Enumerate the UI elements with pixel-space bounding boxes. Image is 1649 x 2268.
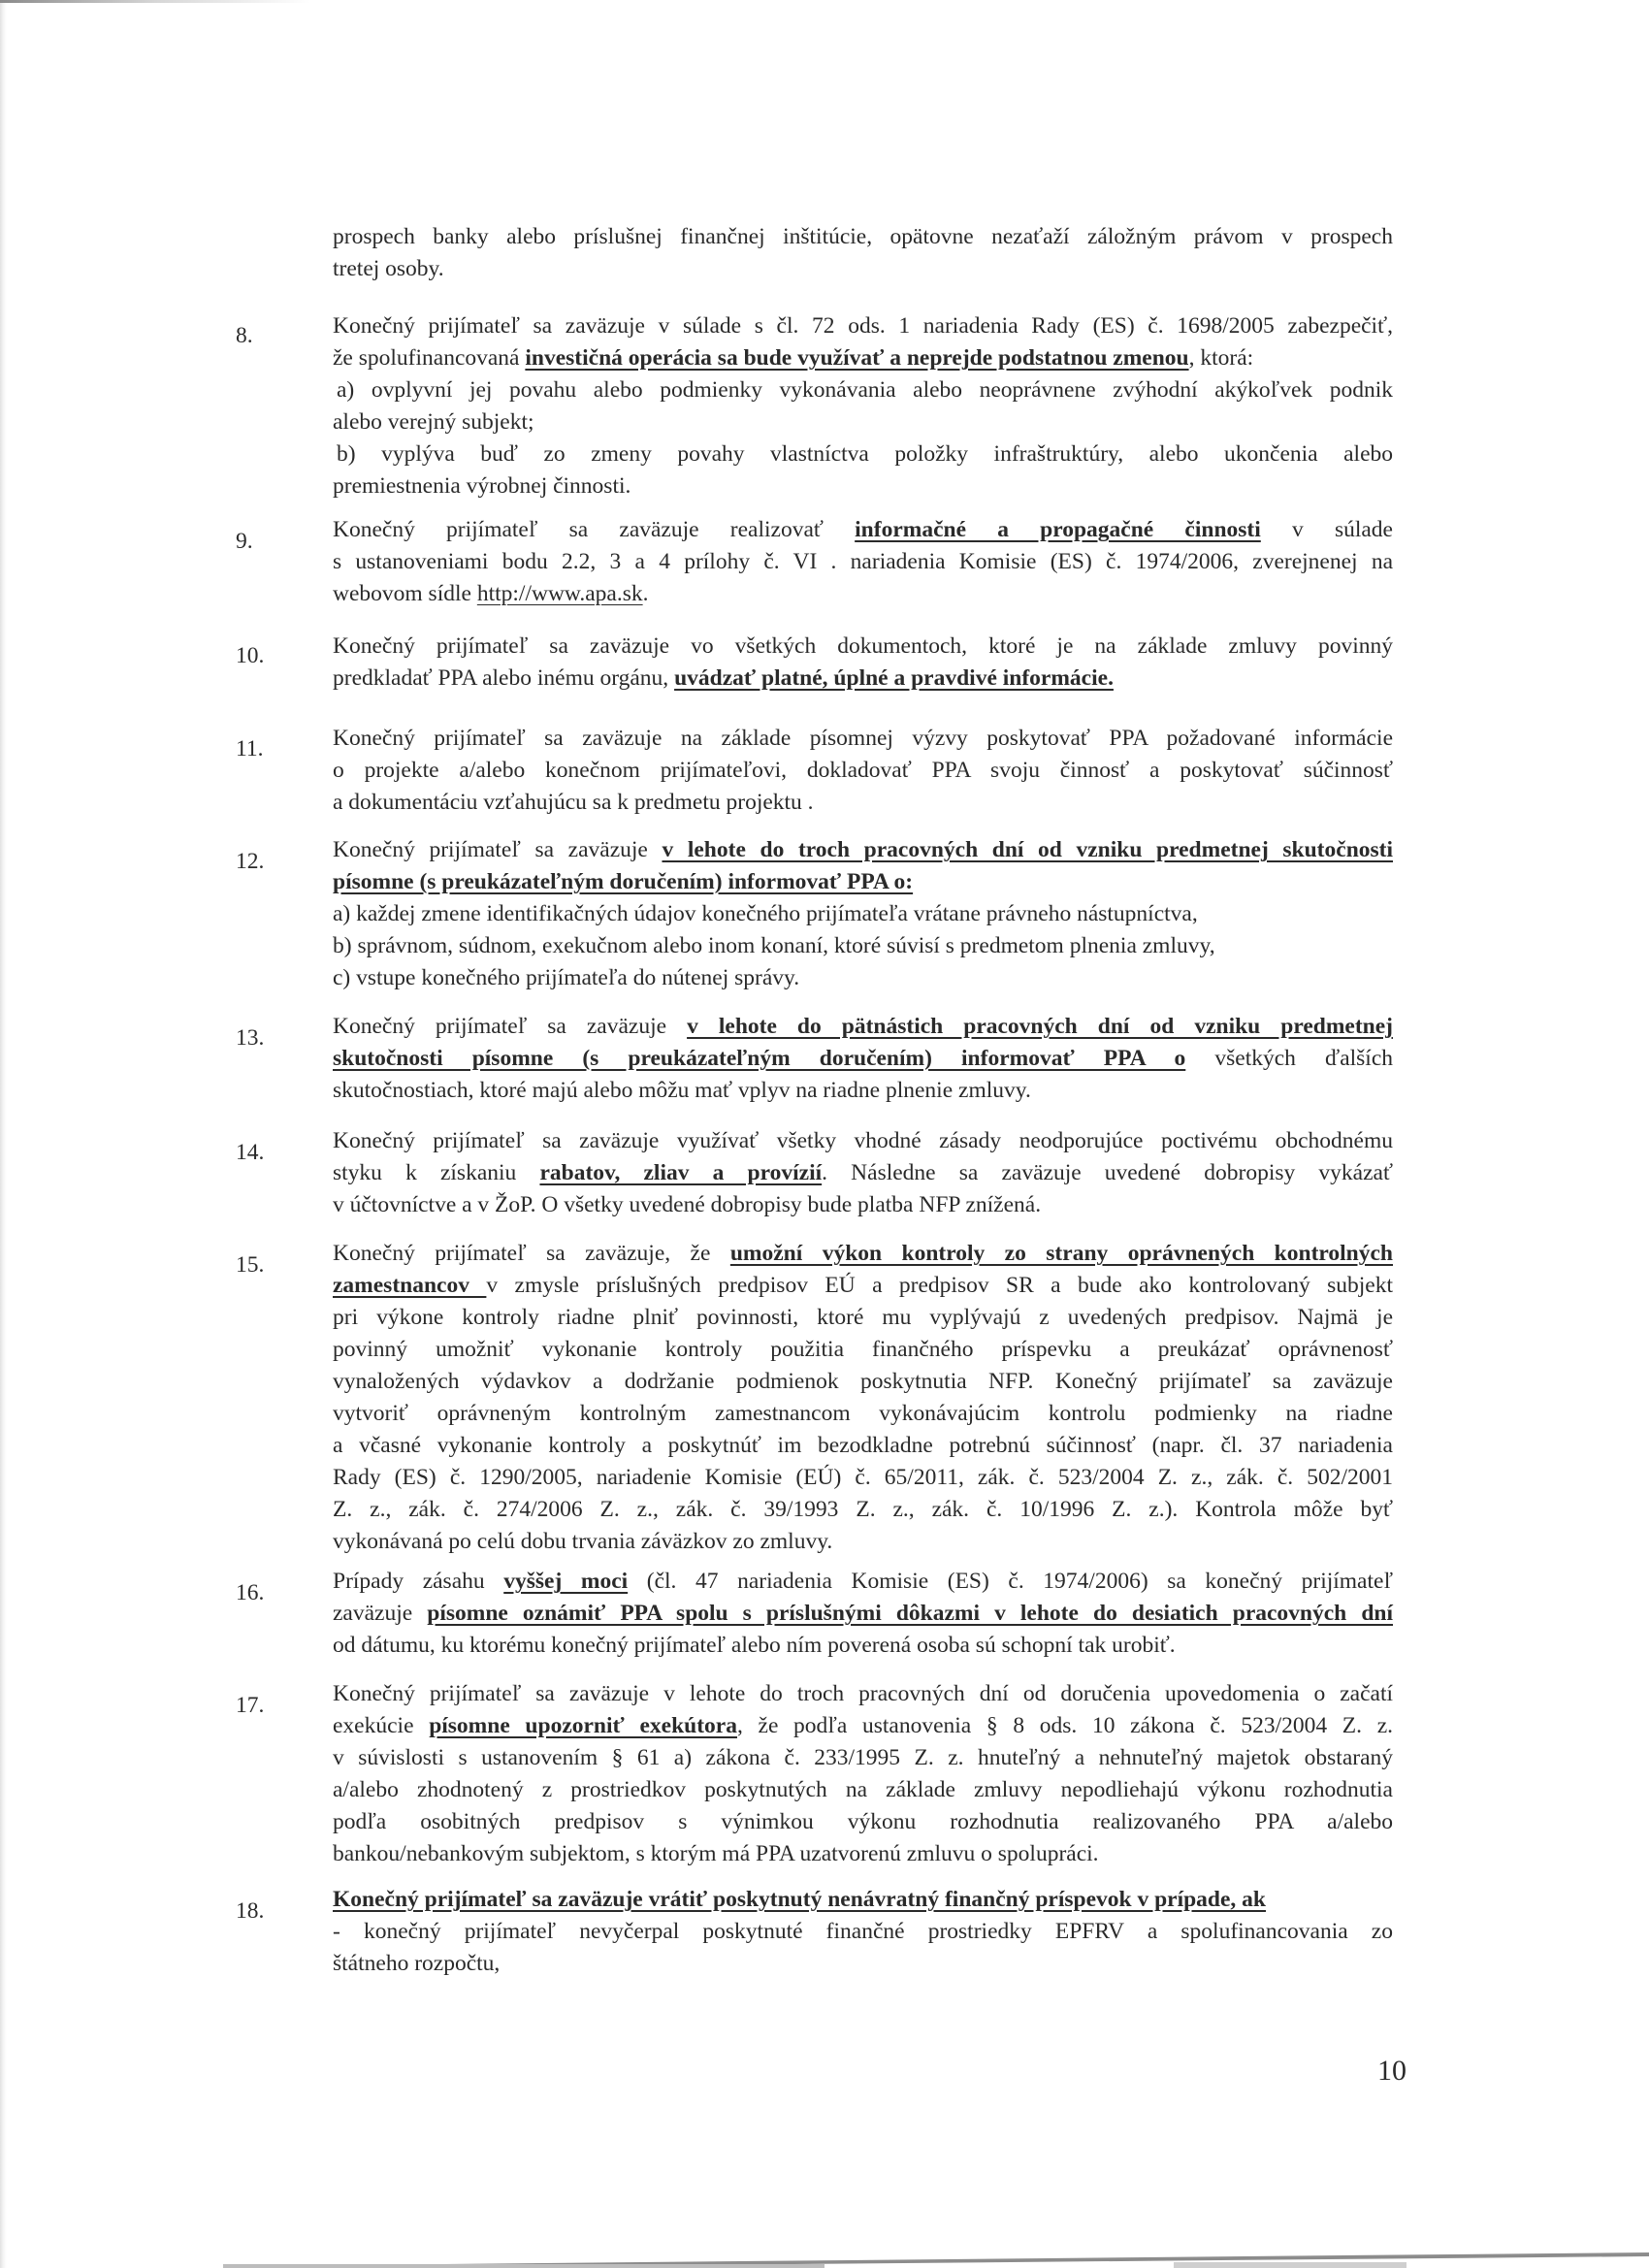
item-number: 18. bbox=[236, 1898, 265, 1924]
text-line: povinný umožniť vykonanie kontroly použitia finančného príspevku a preukázať oprávnenosť bbox=[333, 1337, 1393, 1362]
emphasis-text: uvádzať platné, úplné a pravdivé informácie. bbox=[674, 665, 1114, 691]
text-span: , že podľa ustanovenia § 8 ods. 10 zákona č. 523/2004 Z. z. bbox=[736, 1713, 1393, 1738]
emphasis-text: v lehote do pätnástich pracovných dní od vzniku predmetnej bbox=[687, 1014, 1393, 1039]
text-span: Konečný prijímateľ sa zaväzuje bbox=[333, 1014, 688, 1039]
emphasis-text: v lehote do troch pracovných dní od vzniku predmetnej skutočnosti bbox=[662, 837, 1394, 862]
text-span: Konečný prijímateľ sa zaväzuje realizovať bbox=[333, 517, 856, 542]
item-number: 16. bbox=[236, 1580, 265, 1605]
text-span: zaväzuje bbox=[333, 1601, 428, 1626]
clause-8 bbox=[333, 310, 1393, 502]
text-span: Prípady zásahu bbox=[333, 1569, 504, 1594]
item-number: 9. bbox=[236, 529, 253, 554]
text-line: Konečný prijímateľ sa zaväzuje v súlade s čl. 72 ods. 1 nariadenia Rady (ES) č. 1698/2005 zabezpečiť, bbox=[333, 313, 1393, 339]
text-line: alebo verejný subjekt; bbox=[333, 409, 534, 435]
text-span: styku k získaniu bbox=[333, 1160, 540, 1185]
text-line: o projekte a/alebo konečnom prijímateľovi, dokladovať PPA svoju činnosť a poskytovať súčinnosť bbox=[333, 758, 1393, 783]
text-line: od dátumu, ku ktorému konečný prijímateľ alebo ním poverená osoba sú schopní tak urobiť. bbox=[333, 1633, 1176, 1658]
text-span: , ktorá: bbox=[1188, 345, 1254, 371]
emphasis-text: informačné a propagačné činnosti bbox=[855, 517, 1261, 542]
text-line: bankou/nebankovým subjektom, s ktorým má PPA uzatvorenú zmluvu o spolupráci. bbox=[333, 1841, 1099, 1866]
text-line: Z. z., zák. č. 274/2006 Z. z., zák. č. 39/1993 Z. z., zák. č. 10/1996 Z. z.). Kontrola môže byť bbox=[333, 1497, 1393, 1522]
item-number: 8. bbox=[236, 323, 253, 348]
clause-17 bbox=[333, 1678, 1393, 1870]
item-number: 10. bbox=[236, 643, 265, 668]
item-number: 15. bbox=[236, 1252, 265, 1278]
clause-11 bbox=[333, 723, 1393, 819]
text-line: Konečný prijímateľ sa zaväzuje využívať všetky vhodné zásady neodporujúce poctivému obchodnému bbox=[333, 1128, 1393, 1153]
clause-9 bbox=[333, 514, 1393, 610]
text-line: Konečný prijímateľ sa zaväzuje vo všetkých dokumentoch, ktoré je na základe zmluvy povinný bbox=[333, 633, 1393, 659]
clause-14 bbox=[333, 1125, 1393, 1221]
text-span: (čl. 47 nariadenia Komisie (ES) č. 1974/2006) sa konečný prijímateľ bbox=[628, 1569, 1393, 1594]
text-line: premiestnenia výrobnej činnosti. bbox=[333, 473, 631, 499]
text-line: - konečný prijímateľ nevyčerpal poskytnuté finančné prostriedky EPFRV a spolufinancovania zo bbox=[333, 1919, 1393, 1944]
item-number: 12. bbox=[236, 849, 265, 874]
text-line: a dokumentáciu vzťahujúcu sa k predmetu projektu . bbox=[333, 790, 814, 815]
emphasis-text: rabatov, zliav a provízií bbox=[539, 1160, 823, 1185]
text-line: vykonávaná po celú dobu trvania záväzkov zo zmluvy. bbox=[333, 1529, 833, 1554]
text-line: v účtovníctve a v ŽoP. O všetky uvedené dobropisy bude platba NFP znížená. bbox=[333, 1192, 1042, 1217]
text-line: prospech banky alebo príslušnej finančnej inštitúcie, opätovne nezaťaží záložným právom v prospech bbox=[333, 224, 1393, 249]
text-line: Konečný prijímateľ sa zaväzuje v lehote do troch pracovných dní od doručenia upovedomenia o začatí bbox=[333, 1681, 1393, 1706]
emphasis-text: skutočnosti písomne (s preukázateľným doručením) informovať PPA o bbox=[333, 1046, 1186, 1071]
clause-15 bbox=[333, 1238, 1393, 1558]
page-number: 10 bbox=[1377, 2055, 1406, 2087]
text-line: a/alebo zhodnotený z prostriedkov poskytnutých na základe zmluvy nepodliehajú výkonu rozhodnutia bbox=[333, 1777, 1393, 1802]
text-line: tretej osoby. bbox=[333, 256, 444, 281]
emphasis-text: zamestnancov bbox=[333, 1273, 487, 1298]
text-span: webovom sídle bbox=[333, 581, 477, 606]
text-line: c) vstupe konečného prijímateľa do nútenej správy. bbox=[333, 965, 800, 990]
text-span: že spolufinancovaná bbox=[333, 345, 526, 371]
emphasis-text: umožní výkon kontroly zo strany oprávnených kontrolných bbox=[729, 1241, 1394, 1266]
text-span: v súlade bbox=[1260, 517, 1393, 542]
emphasis-text: písomne upozorniť exekútora bbox=[429, 1713, 737, 1738]
text-span: . bbox=[642, 581, 649, 606]
clause-12 bbox=[333, 834, 1393, 994]
text-line: Rady (ES) č. 1290/2005, nariadenie Komisie (EÚ) č. 65/2011, zák. č. 523/2004 Z. z., zák. č. 502/2001 bbox=[333, 1465, 1393, 1490]
clause-13 bbox=[333, 1011, 1393, 1107]
text-line: skutočnostiach, ktoré majú alebo môžu mať vplyv na riadne plnenie zmluvy. bbox=[333, 1078, 1031, 1103]
item-number: 11. bbox=[236, 736, 264, 761]
emphasis-text: písomne oznámiť PPA spolu s príslušnými dôkazmi v lehote do desiatich pracovných dní bbox=[427, 1601, 1393, 1626]
text-span: všetkých ďalších bbox=[1185, 1046, 1394, 1071]
text-line: podľa osobitných predpisov s výnimkou výkonu rozhodnutia realizovaného PPA a/alebo bbox=[333, 1809, 1393, 1834]
clause-10 bbox=[333, 631, 1393, 695]
emphasis-text: písomne (s preukázateľným doručením) informovať PPA o: bbox=[333, 869, 914, 894]
text-line: a) ovplyvní jej povahu alebo podmienky vykonávania alebo neoprávnene zvýhodní akýkoľvek podnik bbox=[337, 377, 1393, 403]
text-line: a včasné vykonanie kontroly a poskytnúť im bezodkladne potrebnú súčinnosť (napr. čl. 37 nariadenia bbox=[333, 1433, 1393, 1458]
text-line: pri výkone kontroly riadne plniť povinnosti, ktoré mu vyplývajú z uvedených predpisov. Najmä je bbox=[333, 1305, 1393, 1330]
text-span: predkladať PPA alebo inému orgánu, bbox=[333, 665, 675, 691]
emphasis-text: Konečný prijímateľ sa zaväzuje vrátiť poskytnutý nenávratný finančný príspevok v prípade, ak bbox=[333, 1887, 1266, 1912]
item-number: 17. bbox=[236, 1693, 265, 1718]
text-line: štátneho rozpočtu, bbox=[333, 1951, 501, 1976]
text-line: v súvislosti s ustanovením § 61 a) zákona č. 233/1995 Z. z. hnuteľný a nehnuteľný majetok obstaraný bbox=[333, 1745, 1393, 1770]
text-line: b) vyplýva buď zo zmeny povahy vlastníctva položky infraštruktúry, alebo ukončenia alebo bbox=[337, 441, 1393, 467]
text-line: a) každej zmene identifikačných údajov konečného prijímateľa vrátane právneho nástupníctva, bbox=[333, 901, 1198, 926]
text-span: v zmysle príslušných predpisov EÚ a predpisov SR a bude ako kontrolovaný subjekt bbox=[486, 1273, 1393, 1298]
text-line: s ustanoveniami bodu 2.2, 3 a 4 prílohy č. VI . nariadenia Komisie (ES) č. 1974/2006, zverejnenej na bbox=[333, 549, 1393, 574]
text-line: vynaložených výdavkov a dodržanie podmienok poskytnutia NFP. Konečný prijímateľ sa zaväzuje bbox=[333, 1369, 1393, 1394]
text-span: Konečný prijímateľ sa zaväzuje bbox=[333, 837, 663, 862]
text-line: Konečný prijímateľ sa zaväzuje na základe písomnej výzvy poskytovať PPA požadované informácie bbox=[333, 726, 1393, 751]
emphasis-text: vyššej moci bbox=[503, 1569, 629, 1594]
item-number: 14. bbox=[236, 1140, 265, 1165]
text-line: b) správnom, súdnom, exekučnom alebo inom konaní, ktoré súvisí s predmetom plnenia zmluvy, bbox=[333, 933, 1215, 958]
text-line: vytvoriť oprávneným kontrolným zamestnancom vykonávajúcim kontrolu podmienky na riadne bbox=[333, 1401, 1393, 1426]
text-span: . Následne sa zaväzuje uvedené dobropisy vykázať bbox=[822, 1160, 1393, 1185]
clause-18 bbox=[333, 1884, 1393, 1980]
website-link[interactable]: http://www.apa.sk bbox=[476, 581, 643, 606]
clause-16 bbox=[333, 1566, 1393, 1662]
text-span: exekúcie bbox=[333, 1713, 430, 1738]
item-number: 13. bbox=[236, 1025, 265, 1051]
text-span: Konečný prijímateľ sa zaväzuje, že bbox=[333, 1241, 730, 1266]
emphasis-text: investičná operácia sa bude využívať a neprejde podstatnou zmenou bbox=[525, 345, 1189, 371]
intro-paragraph bbox=[333, 221, 1393, 285]
